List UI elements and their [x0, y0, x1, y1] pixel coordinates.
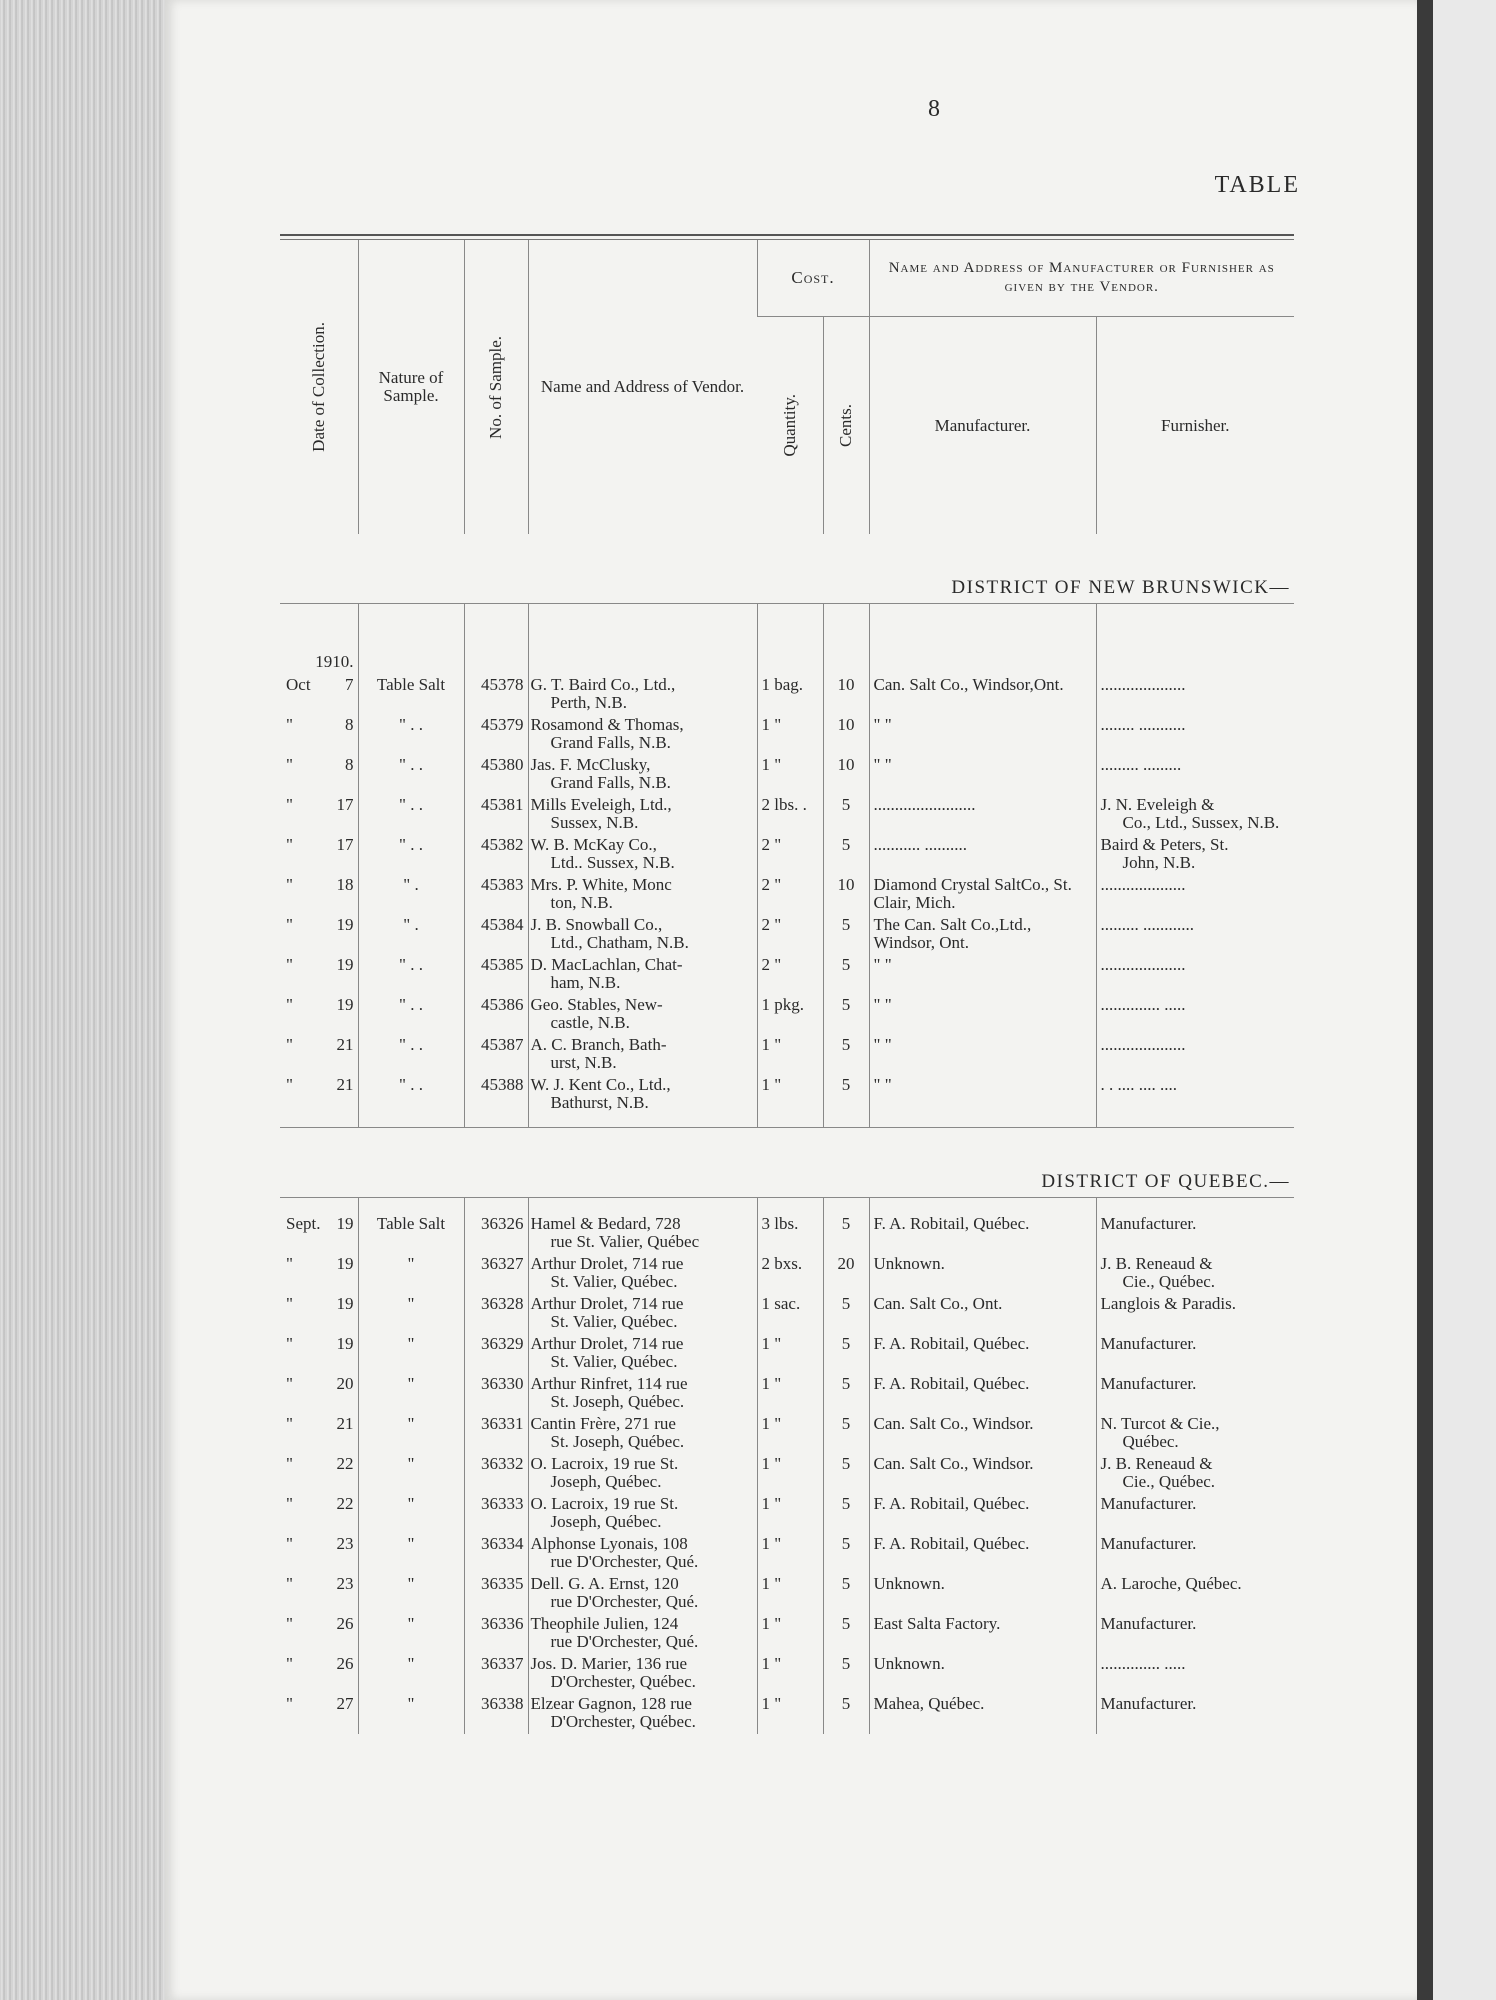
collection-date: " 20: [286, 1374, 354, 1393]
cost-cents: 5: [823, 915, 869, 955]
cost-quantity: 2 ": [757, 835, 823, 875]
sample-number: 36338: [464, 1694, 528, 1734]
vendor-name-address: G. T. Baird Co., Ltd., Perth, N.B.: [528, 675, 757, 715]
collection-date: Oct 7: [286, 675, 354, 694]
furnisher: Manufacturer.: [1096, 1494, 1294, 1534]
sample-number: 45386: [464, 995, 528, 1035]
collection-date: " 23: [286, 1574, 354, 1593]
table-row: [280, 1574, 1294, 1614]
sample-nature: ": [358, 1254, 464, 1294]
furnisher: .............. .....: [1096, 995, 1294, 1035]
vendor-name-address: O. Lacroix, 19 rue St. Joseph, Québec.: [528, 1494, 757, 1534]
furnisher: Manufacturer.: [1096, 1214, 1294, 1254]
collection-date: " 19: [286, 1294, 354, 1313]
vendor-name-address: Jos. D. Marier, 136 rue D'Orchester, Québec.: [528, 1654, 757, 1694]
collection-date: " 17: [286, 835, 354, 854]
cost-quantity: 2 bxs.: [757, 1254, 823, 1294]
table-row: [280, 1534, 1294, 1574]
cost-cents: 5: [823, 1414, 869, 1454]
vendor-name-address: Rosamond & Thomas, Grand Falls, N.B.: [528, 715, 757, 755]
sample-number: 36335: [464, 1574, 528, 1614]
cost-cents: 10: [823, 675, 869, 715]
collection-date: " 21: [286, 1075, 354, 1094]
furnisher: J. B. Reneaud & Cie., Québec.: [1096, 1254, 1294, 1294]
table-row: [280, 875, 1294, 915]
sample-number: 36331: [464, 1414, 528, 1454]
manufacturer: Unknown.: [869, 1654, 1096, 1694]
furnisher: ......... .........: [1096, 755, 1294, 795]
table-row: [280, 835, 1294, 875]
table-row: [280, 755, 1294, 795]
year-label: 1910.: [315, 652, 354, 671]
district-heading: DISTRICT OF NEW BRUNSWICK—: [951, 577, 1291, 598]
sample-nature: ": [358, 1614, 464, 1654]
vendor-name-address: O. Lacroix, 19 rue St. Joseph, Québec.: [528, 1454, 757, 1494]
vendor-name-address: A. C. Branch, Bath- urst, N.B.: [528, 1035, 757, 1075]
cost-quantity: 1 ": [757, 1035, 823, 1075]
collection-date: " 19: [286, 1334, 354, 1353]
header-date: Date of Collection.: [308, 322, 328, 452]
sample-nature: ": [358, 1694, 464, 1734]
header-number: No. of Sample.: [464, 240, 528, 534]
manufacturer: ........................: [869, 795, 1096, 835]
table-body: [280, 534, 1294, 1734]
sample-number: 36328: [464, 1294, 528, 1334]
sample-number: 36326: [464, 1214, 528, 1254]
manufacturer: Can. Salt Co., Windsor,Ont.: [869, 675, 1096, 715]
sample-number: 36337: [464, 1654, 528, 1694]
vendor-name-address: W. J. Kent Co., Ltd., Bathurst, N.B.: [528, 1075, 757, 1115]
sample-number: 45380: [464, 755, 528, 795]
table-row: [280, 1694, 1294, 1734]
table-title: TABLE: [1214, 172, 1300, 198]
vendor-name-address: Dell. G. A. Ernst, 120 rue D'Orchester, Qué.: [528, 1574, 757, 1614]
furnisher: . . .... .... ....: [1096, 1075, 1294, 1115]
sample-number: 45384: [464, 915, 528, 955]
manufacturer: The Can. Salt Co.,Ltd., Windsor, Ont.: [869, 915, 1096, 955]
cost-quantity: 1 ": [757, 1334, 823, 1374]
cost-cents: 5: [823, 1494, 869, 1534]
collection-date: " 8: [286, 715, 354, 734]
cost-quantity: 2 ": [757, 955, 823, 995]
vendor-name-address: Arthur Drolet, 714 rue St. Valier, Québec.: [528, 1294, 757, 1334]
vendor-name-address: J. B. Snowball Co., Ltd., Chatham, N.B.: [528, 915, 757, 955]
cost-quantity: 3 lbs.: [757, 1214, 823, 1254]
cost-cents: 10: [823, 875, 869, 915]
cost-cents: 5: [823, 1374, 869, 1414]
furnisher: ....................: [1096, 875, 1294, 915]
sample-nature: ": [358, 1294, 464, 1334]
sample-nature: " . .: [358, 835, 464, 875]
vendor-name-address: Cantin Frère, 271 rue St. Joseph, Québec.: [528, 1414, 757, 1454]
collection-date: " 26: [286, 1654, 354, 1673]
table-row: [280, 955, 1294, 995]
vendor-name-address: Geo. Stables, New- castle, N.B.: [528, 995, 757, 1035]
table-row: [280, 915, 1294, 955]
sample-nature: ": [358, 1414, 464, 1454]
collection-date: " 19: [286, 1254, 354, 1273]
vendor-name-address: Alphonse Lyonais, 108 rue D'Orchester, Qué.: [528, 1534, 757, 1574]
manufacturer: " ": [869, 715, 1096, 755]
book-page-edges: [0, 0, 168, 2000]
table-row: [280, 1614, 1294, 1654]
furnisher: Manufacturer.: [1096, 1374, 1294, 1414]
furnisher: Manufacturer.: [1096, 1694, 1294, 1734]
header-vendor: Name and Address of Vendor.: [528, 240, 757, 534]
furnisher: A. Laroche, Québec.: [1096, 1574, 1294, 1614]
cost-quantity: 1 ": [757, 1494, 823, 1534]
header-manufacturer: Manufacturer.: [869, 317, 1096, 534]
furnisher: Manufacturer.: [1096, 1534, 1294, 1574]
sample-nature: Table Salt: [358, 1214, 464, 1254]
cost-cents: 5: [823, 1334, 869, 1374]
collection-date: " 22: [286, 1494, 354, 1513]
manufacturer: " ": [869, 1075, 1096, 1115]
sample-nature: ": [358, 1494, 464, 1534]
collection-date: " 27: [286, 1694, 354, 1713]
cost-quantity: 1 ": [757, 1534, 823, 1574]
cost-quantity: 1 bag.: [757, 675, 823, 715]
cost-quantity: 1 ": [757, 715, 823, 755]
furnisher: Manufacturer.: [1096, 1614, 1294, 1654]
collection-date: " 26: [286, 1614, 354, 1633]
furnisher: .............. .....: [1096, 1654, 1294, 1694]
table-row: [280, 1654, 1294, 1694]
cost-cents: 5: [823, 1534, 869, 1574]
cost-cents: 5: [823, 1694, 869, 1734]
header-quantity: Quantity.: [779, 394, 799, 457]
cost-quantity: 1 ": [757, 1374, 823, 1414]
cost-quantity: 1 ": [757, 1414, 823, 1454]
manufacturer: Can. Salt Co., Windsor.: [869, 1454, 1096, 1494]
table-row: [280, 1294, 1294, 1334]
sample-number: 45379: [464, 715, 528, 755]
sample-table-wrapper: [280, 234, 1294, 1734]
cost-cents: 5: [823, 1035, 869, 1075]
furnisher: Manufacturer.: [1096, 1334, 1294, 1374]
cost-cents: 5: [823, 1614, 869, 1654]
furnisher: J. B. Reneaud & Cie., Québec.: [1096, 1454, 1294, 1494]
sample-number: 36333: [464, 1494, 528, 1534]
collection-date: Sept. 19: [286, 1214, 354, 1233]
collection-date: " 21: [286, 1035, 354, 1054]
furnisher: ....................: [1096, 675, 1294, 715]
collection-date: " 8: [286, 755, 354, 774]
header-manufacturer-furnisher: Name and Address of Manufacturer or Furnisher as given by the Vendor.: [869, 240, 1294, 317]
collection-date: " 19: [286, 955, 354, 974]
cost-quantity: 1 ": [757, 1614, 823, 1654]
sample-nature: " . .: [358, 1035, 464, 1075]
vendor-name-address: Jas. F. McClusky, Grand Falls, N.B.: [528, 755, 757, 795]
page-number: 8: [928, 96, 940, 122]
sample-table: [280, 240, 1294, 1734]
sample-number: 36330: [464, 1374, 528, 1414]
background-margin: [1433, 0, 1496, 2000]
sample-nature: " . .: [358, 995, 464, 1035]
sample-nature: Table Salt: [358, 675, 464, 715]
vendor-name-address: Mrs. P. White, Monc ton, N.B.: [528, 875, 757, 915]
furnisher: ....................: [1096, 1035, 1294, 1075]
sample-number: 45383: [464, 875, 528, 915]
cost-quantity: 2 ": [757, 915, 823, 955]
cost-quantity: 2 ": [757, 875, 823, 915]
cost-cents: 5: [823, 1574, 869, 1614]
sample-nature: ": [358, 1334, 464, 1374]
table-row: [280, 1494, 1294, 1534]
sample-number: 45385: [464, 955, 528, 995]
collection-date: " 19: [286, 995, 354, 1014]
manufacturer: Mahea, Québec.: [869, 1694, 1096, 1734]
sample-nature: ": [358, 1534, 464, 1574]
sample-nature: ": [358, 1454, 464, 1494]
vendor-name-address: Hamel & Bedard, 728 rue St. Valier, Québec: [528, 1214, 757, 1254]
collection-date: " 22: [286, 1454, 354, 1473]
table-row: [280, 1035, 1294, 1075]
cost-cents: 5: [823, 995, 869, 1035]
sample-number: 36329: [464, 1334, 528, 1374]
page-shadow-bar: [1417, 0, 1433, 2000]
cost-cents: 5: [823, 1214, 869, 1254]
sample-nature: " . .: [358, 955, 464, 995]
cost-cents: 10: [823, 715, 869, 755]
sample-number: 45381: [464, 795, 528, 835]
header-cents: Cents.: [823, 317, 869, 534]
manufacturer: " ": [869, 955, 1096, 995]
table-row: [280, 1374, 1294, 1414]
cost-cents: 5: [823, 955, 869, 995]
sample-number: 36334: [464, 1534, 528, 1574]
sample-nature: " . .: [358, 715, 464, 755]
sample-number: 36336: [464, 1614, 528, 1654]
cost-quantity: 2 lbs. .: [757, 795, 823, 835]
vendor-name-address: D. MacLachlan, Chat- ham, N.B.: [528, 955, 757, 995]
manufacturer: Unknown.: [869, 1574, 1096, 1614]
cost-cents: 5: [823, 835, 869, 875]
manufacturer: Can. Salt Co., Ont.: [869, 1294, 1096, 1334]
cost-cents: 20: [823, 1254, 869, 1294]
sample-nature: " . .: [358, 795, 464, 835]
vendor-name-address: Elzear Gagnon, 128 rue D'Orchester, Québec.: [528, 1694, 757, 1734]
cost-quantity: 1 ": [757, 1654, 823, 1694]
cost-quantity: 1 ": [757, 1454, 823, 1494]
header-cost: Cost.: [757, 240, 869, 317]
manufacturer: ........... ..........: [869, 835, 1096, 875]
sample-number: 45378: [464, 675, 528, 715]
furnisher: ......... ............: [1096, 915, 1294, 955]
table-row: [280, 1075, 1294, 1115]
manufacturer: F. A. Robitail, Québec.: [869, 1374, 1096, 1414]
header-nature: Nature of Sample.: [358, 240, 464, 534]
furnisher: Baird & Peters, St. John, N.B.: [1096, 835, 1294, 875]
furnisher: N. Turcot & Cie., Québec.: [1096, 1414, 1294, 1454]
manufacturer: F. A. Robitail, Québec.: [869, 1214, 1096, 1254]
furnisher: J. N. Eveleigh & Co., Ltd., Sussex, N.B.: [1096, 795, 1294, 835]
collection-date: " 19: [286, 915, 354, 934]
collection-date: " 21: [286, 1414, 354, 1433]
cost-cents: 5: [823, 795, 869, 835]
cost-cents: 5: [823, 1454, 869, 1494]
cost-cents: 5: [823, 1654, 869, 1694]
cost-quantity: 1 ": [757, 755, 823, 795]
sample-number: 45388: [464, 1075, 528, 1115]
table-row: [280, 995, 1294, 1035]
cost-quantity: 1 ": [757, 1574, 823, 1614]
header-furnisher: Furnisher.: [1096, 317, 1294, 534]
vendor-name-address: Theophile Julien, 124 rue D'Orchester, Qué.: [528, 1614, 757, 1654]
collection-date: " 23: [286, 1534, 354, 1553]
furnisher: ........ ...........: [1096, 715, 1294, 755]
table-row: [280, 1254, 1294, 1294]
district-heading: DISTRICT OF QUEBEC.—: [1041, 1171, 1291, 1192]
vendor-name-address: Mills Eveleigh, Ltd., Sussex, N.B.: [528, 795, 757, 835]
manufacturer: F. A. Robitail, Québec.: [869, 1534, 1096, 1574]
table-row: [280, 715, 1294, 755]
table-row: [280, 1334, 1294, 1374]
manufacturer: " ": [869, 755, 1096, 795]
sample-nature: ": [358, 1374, 464, 1414]
sample-nature: " .: [358, 915, 464, 955]
manufacturer: " ": [869, 1035, 1096, 1075]
sample-number: 45387: [464, 1035, 528, 1075]
document-page: [165, 0, 1417, 2000]
furnisher: Langlois & Paradis.: [1096, 1294, 1294, 1334]
vendor-name-address: Arthur Drolet, 714 rue St. Valier, Québec.: [528, 1254, 757, 1294]
manufacturer: F. A. Robitail, Québec.: [869, 1494, 1096, 1534]
sample-nature: ": [358, 1574, 464, 1614]
manufacturer: Diamond Crystal SaltCo., St. Clair, Mich.: [869, 875, 1096, 915]
table-row: [280, 675, 1294, 715]
furnisher: ....................: [1096, 955, 1294, 995]
cost-quantity: 1 ": [757, 1694, 823, 1734]
manufacturer: " ": [869, 995, 1096, 1035]
sample-number: 36332: [464, 1454, 528, 1494]
vendor-name-address: W. B. McKay Co., Ltd.. Sussex, N.B.: [528, 835, 757, 875]
table-row: [280, 1214, 1294, 1254]
sample-nature: ": [358, 1654, 464, 1694]
manufacturer: East Salta Factory.: [869, 1614, 1096, 1654]
cost-cents: 5: [823, 1294, 869, 1334]
sample-number: 36327: [464, 1254, 528, 1294]
vendor-name-address: Arthur Rinfret, 114 rue St. Joseph, Québec.: [528, 1374, 757, 1414]
collection-date: " 17: [286, 795, 354, 814]
cost-quantity: 1 pkg.: [757, 995, 823, 1035]
sample-number: 45382: [464, 835, 528, 875]
vendor-name-address: Arthur Drolet, 714 rue St. Valier, Québec.: [528, 1334, 757, 1374]
manufacturer: F. A. Robitail, Québec.: [869, 1334, 1096, 1374]
manufacturer: Unknown.: [869, 1254, 1096, 1294]
cost-cents: 5: [823, 1075, 869, 1115]
cost-cents: 10: [823, 755, 869, 795]
sample-nature: " . .: [358, 755, 464, 795]
table-row: [280, 1414, 1294, 1454]
table-row: [280, 1454, 1294, 1494]
cost-quantity: 1 sac.: [757, 1294, 823, 1334]
table-row: [280, 795, 1294, 835]
sample-nature: " .: [358, 875, 464, 915]
manufacturer: Can. Salt Co., Windsor.: [869, 1414, 1096, 1454]
collection-date: " 18: [286, 875, 354, 894]
cost-quantity: 1 ": [757, 1075, 823, 1115]
sample-nature: " . .: [358, 1075, 464, 1115]
